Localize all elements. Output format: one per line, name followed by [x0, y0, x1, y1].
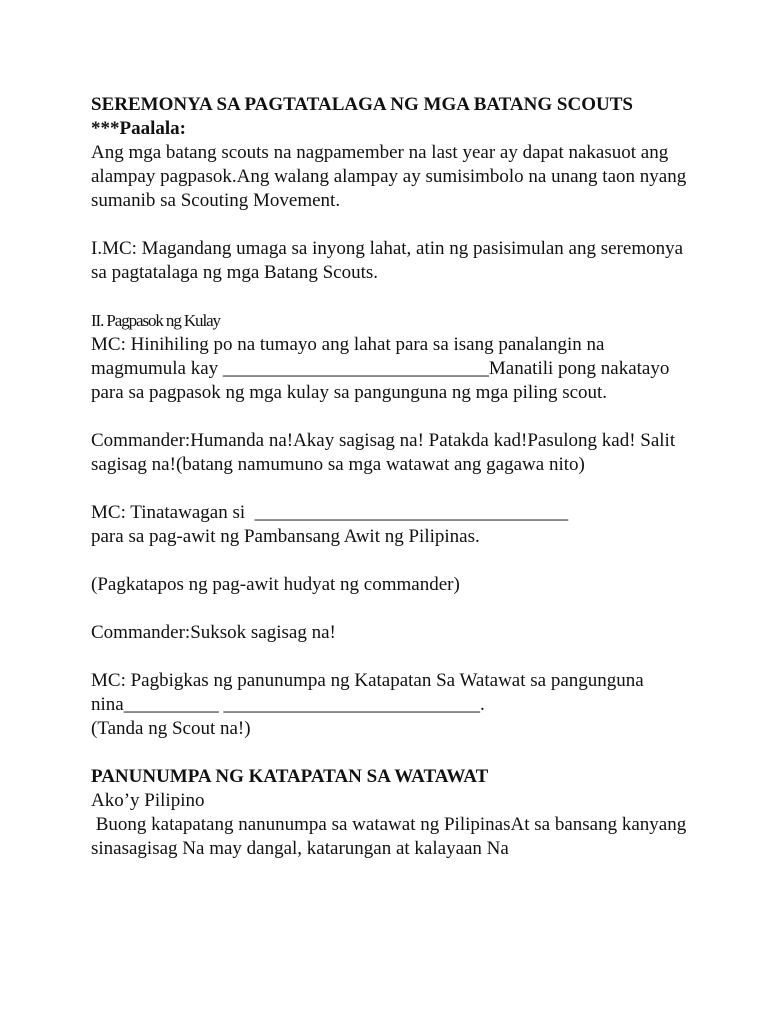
section-2-heading: II. Pagpasok ng Kulay — [91, 311, 220, 330]
spacer — [91, 645, 691, 669]
section-1-text: I.MC: Magandang umaga sa inyong lahat, atin ng pasisimulan ang seremonya sa pagtatalaga ng mga Batang Scouts. — [91, 238, 688, 283]
panunumpa-line-2: Buong katapatang nanunumpa sa watawat ng PilipinasAt sa bansang kanyang sinasagisag Na may dangal, katarungan at kalayaan Na — [91, 814, 691, 859]
tanda-note: (Tanda ng Scout na!) — [91, 718, 251, 739]
spacer — [91, 597, 691, 621]
mc-tinatawagan-line-1: MC: Tinatawagan si _________________________________ — [91, 502, 569, 523]
document-title: SEREMONYA SA PAGTATALAGA NG MGA BATANG SCOUTS — [91, 94, 633, 115]
spacer — [91, 477, 691, 501]
spacer — [91, 741, 691, 765]
paalala-label: ***Paalala: — [91, 118, 186, 139]
panunumpa-line-1: Ako’y Pilipino — [91, 790, 205, 811]
spacer — [91, 213, 691, 237]
spacer — [91, 549, 691, 573]
spacer — [91, 285, 691, 309]
pagkatapos-note: (Pagkatapos ng pag-awit hudyat ng commander) — [91, 574, 460, 595]
mc-tinatawagan-line-2: para sa pag-awit ng Pambansang Awit ng Pilipinas. — [91, 526, 480, 547]
paalala-text: Ang mga batang scouts na nagpamember na last year ay dapat nakasuot ang alampay pagpasok.Ang walang alampay ay sumisimbolo na unang taon nyang sumanib sa Scouting Movement. — [91, 142, 691, 211]
section-2-text: MC: Hinihiling po na tumayo ang lahat para sa isang panalangin na magmumula kay ____________________________Manatili pong nakatayo para sa pagpasok ng mga kulay sa pangunguna ng mga piling scout. — [91, 334, 675, 403]
commander-command-1: Commander:Humanda na!Akay sagisag na! Patakda kad!Pasulong kad! Salit sagisag na!(batang namumuno sa mga watawat ang gagawa nito) — [91, 430, 680, 475]
spacer — [91, 405, 691, 429]
panunumpa-heading: PANUNUMPA NG KATAPATAN SA WATAWAT — [91, 766, 489, 787]
commander-command-2: Commander:Suksok sagisag na! — [91, 622, 336, 643]
document-page — [91, 93, 691, 861]
mc-pagbigkas-line-1: MC: Pagbigkas ng panunumpa ng Katapatan Sa Watawat sa pangunguna — [91, 670, 644, 691]
mc-pagbigkas-line-2: nina__________ ___________________________. — [91, 694, 485, 715]
